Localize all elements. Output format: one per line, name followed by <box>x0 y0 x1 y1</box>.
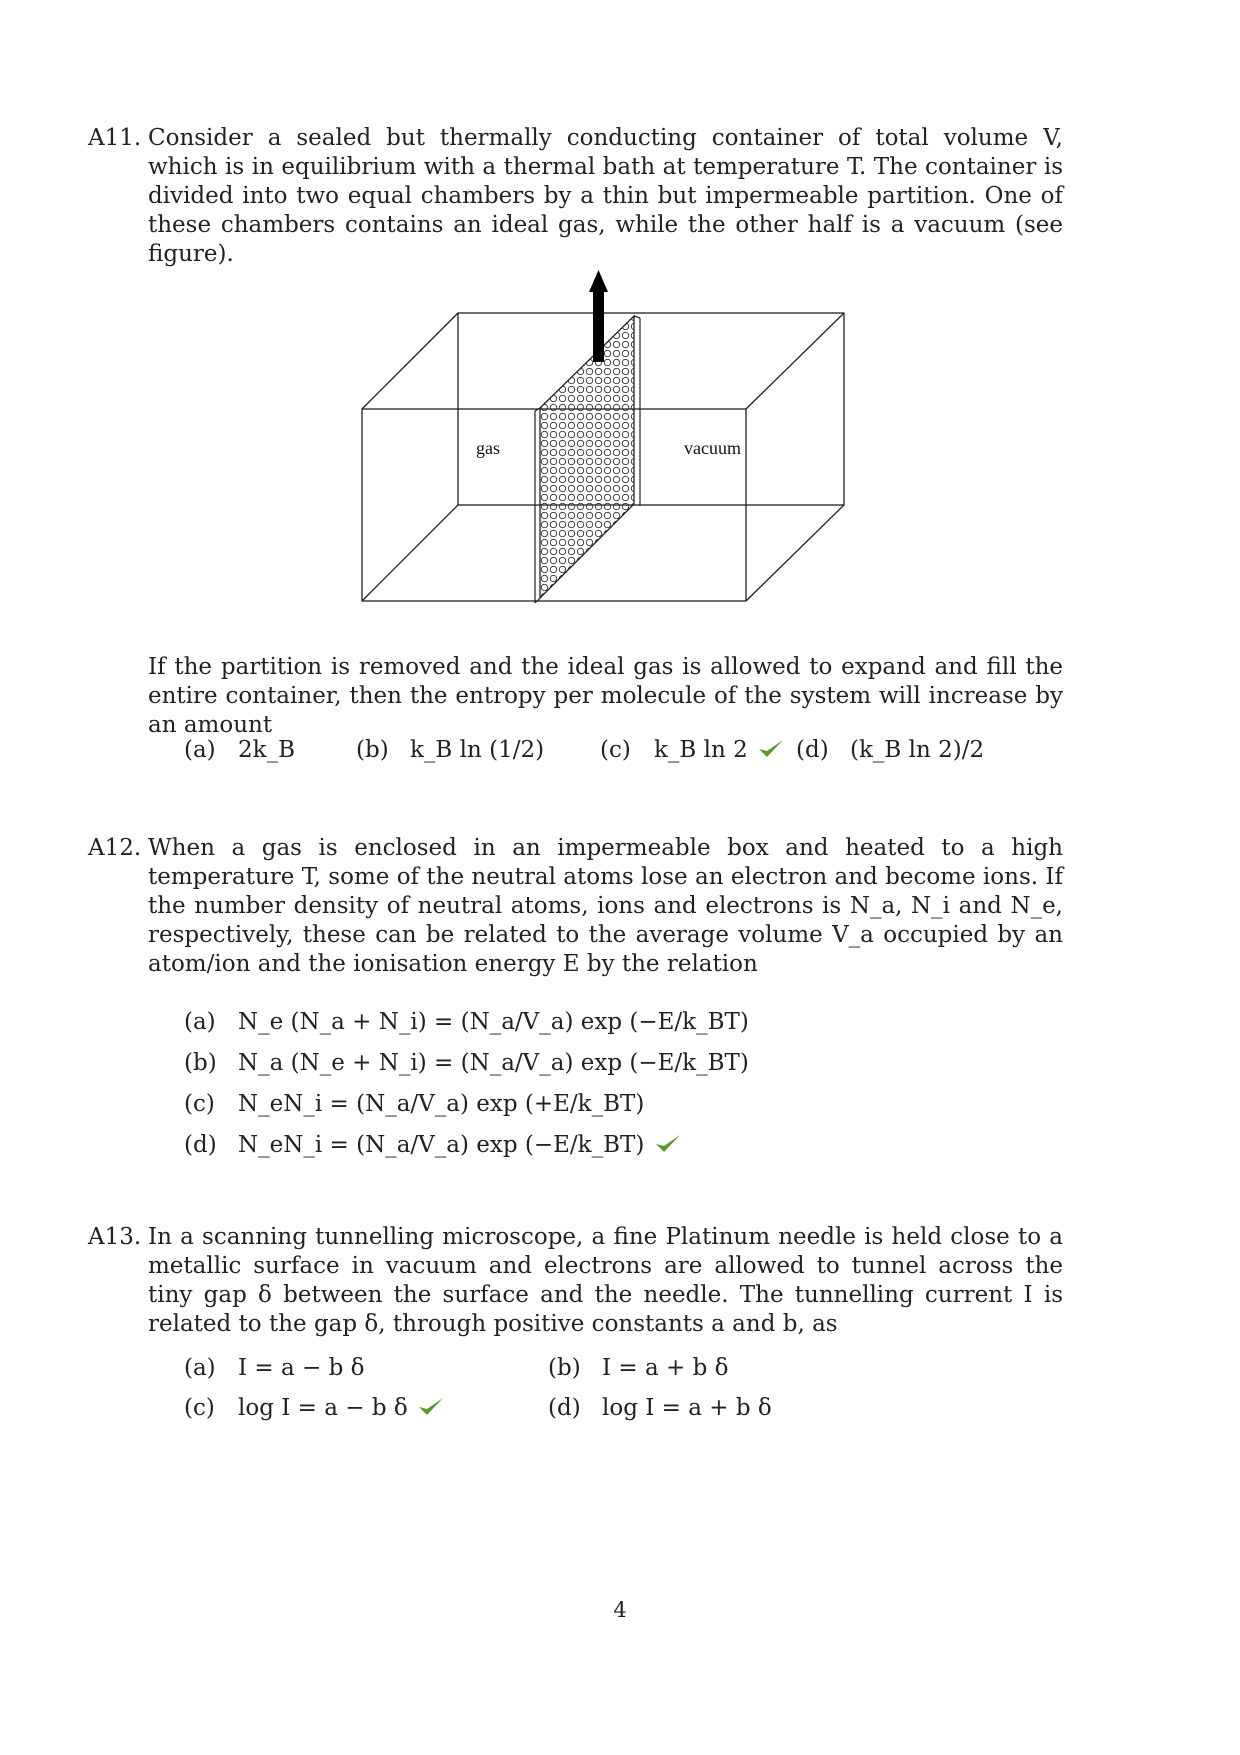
question-number: A12. <box>88 835 142 861</box>
option-label: (d) <box>796 737 829 763</box>
partition <box>535 316 640 603</box>
option-text: (k_B ln 2)/2 <box>850 737 985 763</box>
option-label: (a) <box>184 737 216 763</box>
vacuum-label: vacuum <box>684 438 741 458</box>
option-label: (d) <box>548 1395 581 1421</box>
option-label: (a) <box>184 1355 216 1381</box>
option-label: (a) <box>184 1009 216 1035</box>
option-text: N_e (N_a + N_i) = (N_a/V_a) exp (−E/k_BT) <box>238 1009 749 1035</box>
option-a12-d[interactable] <box>184 1131 682 1160</box>
option-a11-d[interactable] <box>796 736 984 765</box>
option-label: (d) <box>184 1132 217 1158</box>
question-text: In a scanning tunnelling microscope, a fine Platinum needle is held close to a metallic surface in vacuum and electrons are allowed to tunnel across the tiny gap δ between the surface and the needle. The tunnelling current I is related to the gap δ, through positive constants a and b, as <box>148 1224 1063 1337</box>
question-a11 <box>88 124 1063 269</box>
option-a12-a[interactable] <box>184 1008 749 1037</box>
option-text: I = a + b δ <box>602 1355 729 1381</box>
check-icon <box>654 1133 682 1155</box>
option-text: log I = a + b δ <box>602 1395 772 1421</box>
option-a11-b[interactable] <box>356 736 544 765</box>
option-text: N_eN_i = (N_a/V_a) exp (−E/k_BT) <box>238 1132 645 1158</box>
option-a12-b[interactable] <box>184 1049 749 1078</box>
option-text: N_eN_i = (N_a/V_a) exp (+E/k_BT) <box>238 1091 645 1117</box>
option-a13-c[interactable] <box>184 1394 445 1423</box>
option-label: (c) <box>184 1395 215 1421</box>
check-icon <box>417 1396 445 1418</box>
question-a13 <box>88 1223 1063 1339</box>
check-icon <box>757 738 785 760</box>
option-label: (c) <box>184 1091 215 1117</box>
option-a11-c[interactable] <box>600 736 785 765</box>
option-text: N_a (N_e + N_i) = (N_a/V_a) exp (−E/k_BT) <box>238 1050 749 1076</box>
option-text: I = a − b δ <box>238 1355 365 1381</box>
option-label: (b) <box>548 1355 581 1381</box>
option-text: k_B ln (1/2) <box>410 737 545 763</box>
option-text: k_B ln 2 <box>654 737 748 763</box>
question-text: When a gas is enclosed in an impermeable box and heated to a high temperature T, some of the neutral atoms lose an electron and become ions. If the number density of neutral atoms, ions and electrons is N_a, N_i and N_e, respectively, these can be related to the average volume V_a occupied by an atom/ion and the ionisation energy E by the relation <box>148 835 1063 977</box>
option-label: (c) <box>600 737 631 763</box>
option-a13-a[interactable] <box>184 1354 364 1383</box>
option-a12-c[interactable] <box>184 1090 644 1119</box>
question-text: Consider a sealed but thermally conducting container of total volume V, which is in equilibrium with a thermal bath at temperature T. The container is divided into two equal chambers by a thin but impermeable partition. One of these chambers contains an ideal gas, while the other half is a vacuum (see figure). <box>148 125 1063 267</box>
option-a13-d[interactable] <box>548 1394 772 1423</box>
option-label: (b) <box>356 737 389 763</box>
option-text: 2k_B <box>238 737 295 763</box>
gas-label: gas <box>476 438 500 458</box>
question-a11-continued <box>88 653 1063 740</box>
option-a11-a[interactable] <box>184 736 295 765</box>
question-a12 <box>88 834 1063 979</box>
option-a13-b[interactable] <box>548 1354 728 1383</box>
question-number: A13. <box>88 1224 142 1250</box>
option-text: log I = a − b δ <box>238 1395 408 1421</box>
question-text-continued: If the partition is removed and the ideal gas is allowed to expand and fill the entire container, then the entropy per molecule of the system will increase by an amount <box>148 654 1063 738</box>
option-label: (b) <box>184 1050 217 1076</box>
question-number: A11. <box>88 125 142 151</box>
container-partition-figure <box>360 268 860 613</box>
page-number: 4 <box>613 1598 627 1622</box>
